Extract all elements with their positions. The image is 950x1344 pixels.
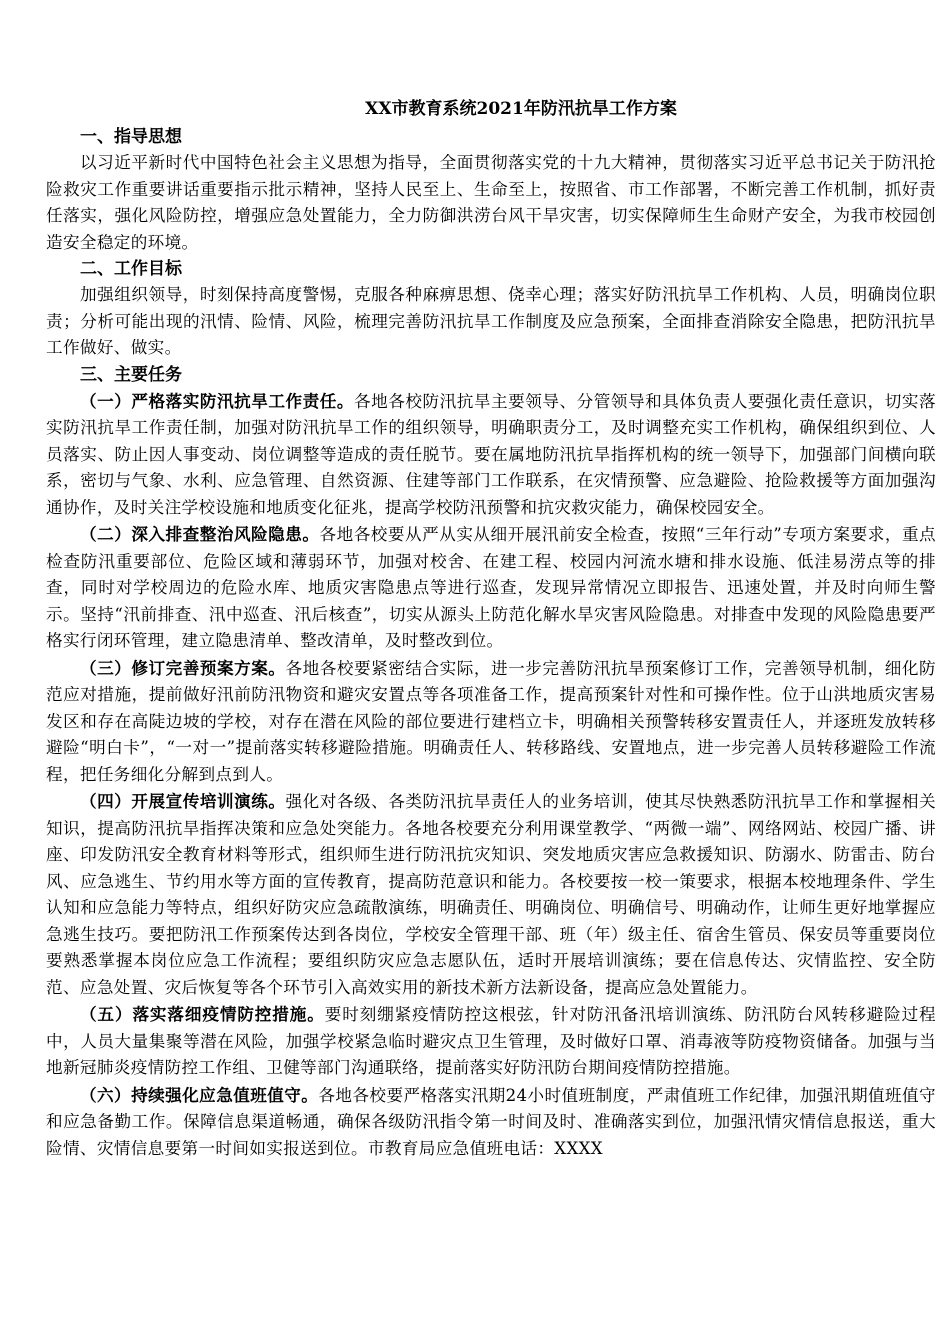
document-page: [46, 96, 936, 1162]
task-lead-5: （五）落实落细疫情防控措施。: [80, 1004, 325, 1024]
task-text-6: 各地各校要严格落实汛期24小时值班制度，严肃值班工作纪律，加强汛期值班值守和应急备勤工作。保障信息渠道畅通，确保各级防汛指令第一时间及时、准确落实到位，加强汛情灾情信息报送，重大险情、灾情信息要第一时间如实报送到位。市教育局应急值班电话：XXXX: [46, 1085, 936, 1158]
task-lead-6: （六）持续强化应急值班值守。: [80, 1084, 319, 1105]
section-heading-main-tasks: 三、主要任务: [80, 364, 182, 385]
paragraph-guiding-ideology: [46, 150, 936, 256]
task-paragraph-2: [46, 521, 936, 655]
task-paragraph-1: [46, 388, 936, 522]
task-text-3: 各地各校要紧密结合实际，进一步完善防汛抗旱预案修订工作，完善领导机制，细化防范应对措施，提前做好汛前防汛物资和避灾安置点等各项准备工作，提高预案针对性和可操作性。位于山洪地质灾害易发区和存在高陡边坡的学校，对存在潜在风险的部位要进行建档立卡，明确相关预警转移安置责任人，并逐班发放转移避险“明白卡”，“一对一”提前落实转移避险措施。明确责任人、转移路线、安置地点，进一步完善人员转移避险工作流程，把任务细化分解到点到人。: [46, 658, 936, 784]
task-lead-4: （四）开展宣传培训演练。: [80, 791, 286, 811]
document-title: XX市教育系统2021年防汛抗旱工作方案: [365, 99, 677, 119]
task-lead-1: （一）严格落实防汛抗旱工作责任。: [80, 390, 354, 411]
task-text-2: 各地各校要从严从实从细开展汛前安全检查，按照“三年行动”专项方案要求，重点检查防汛重要部位、危险区域和薄弱环节，加强对校舍、在建工程、校园内河流水塘和排水设施、低洼易涝点等的排查，同时对学校周边的危险水库、地质灾害隐患点等进行巡查，发现异常情况立即报告、迅速处置，并及时向师生警示。坚持“汛前排查、汛中巡查、汛后核查”，切实从源头上防范化解水旱灾害风险隐患。对排查中发现的风险隐患要严格实行闭环管理，建立隐患清单、整改清单，及时整改到位。: [46, 525, 936, 650]
task-paragraph-4: [46, 788, 936, 1001]
task-text-4: 强化对各级、各类防汛抗旱责任人的业务培训，使其尽快熟悉防汛抗旱工作和掌握相关知识，提高防汛抗旱指挥决策和应急处突能力。各地各校要充分利用课堂教学、“两微一端”、网络网站、校园广播、讲座、印发防汛安全教育材料等形式，组织师生进行防汛抗灾知识、突发地质灾害应急救援知识、防溺水、防雷击、防台风、应急逃生、节约用水等方面的宣传教育，提高防范意识和能力。各校要按一校一策要求，根据本校地理条件、学生认知和应急能力等特点，组织好防灾应急疏散演练，明确责任、明确岗位、明确信号、明确动作，让师生更好地掌握应急逃生技巧。要把防汛工作预案传达到各岗位，学校安全管理干部、班（年）级主任、宿舍生管员、保安员等重要岗位要熟悉掌握本岗位应急工作流程；要组织防灾应急志愿队伍，适时开展培训演练；要在信息传达、灾情监控、安全防范、应急处置、灾后恢复等各个环节引入高效实用的新技术新方法新设备，提高应急处置能力。: [46, 792, 936, 997]
task-lead-3: （三）修订完善预案方案。: [80, 657, 286, 678]
paragraph-text: 加强组织领导，时刻保持高度警惕，克服各种麻痹思想、侥幸心理；落实好防汛抗旱工作机构、人员，明确岗位职责；分析可能出现的汛情、险情、风险，梳理完善防汛抗旱工作制度及应急预案，全面排查消除安全隐患，把防汛抗旱工作做好、做实。: [46, 285, 936, 357]
task-text-5: 要时刻绷紧疫情防控这根弦，针对防汛备汛培训演练、防汛防台风转移避险过程中，人员大量集聚等潜在风险，加强学校紧急临时避灾点卫生管理，及时做好口罩、消毒液等防疫物资储备。加强与当地新冠肺炎疫情防控工作组、卫健等部门沟通联络，提前落实好防汛防台期间疫情防控措施。: [46, 1005, 937, 1077]
paragraph-work-goals: [46, 282, 936, 362]
task-text-1: 各地各校防汛抗旱主要领导、分管领导和具体负责人要强化责任意识，切实落实防汛抗旱工作责任制，加强对防汛抗旱工作的组织领导，明确职责分工，及时调整充实工作机构，确保组织到位、人员落实、防止因人事变动、岗位调整等造成的责任脱节。要在属地防汛抗旱指挥机构的统一领导下，加强部门间横向联系，密切与气象、水利、应急管理、自然资源、住建等部门工作联系，在灾情预警、应急避险、抢险救援等方面加强沟通协作，及时关注学校设施和地质变化征兆，提高学校防汛预警和抗灾救灾能力，确保校园安全。: [46, 391, 936, 517]
task-paragraph-5: [46, 1001, 936, 1082]
task-lead-2: （二）深入排查整治风险隐患。: [80, 524, 320, 544]
paragraph-text: 以习近平新时代中国特色社会主义思想为指导，全面贯彻落实党的十九大精神，贯彻落实习近平总书记关于防汛抢险救灾工作重要讲话重要指示批示精神，坚持人民至上、生命至上，按照省、市工作部署，不断完善工作机制，抓好责任落实，强化风险防控，增强应急处置能力，全力防御洪涝台风干旱灾害，切实保障师生生命财产安全，为我市校园创造安全稳定的环境。: [46, 153, 936, 252]
task-paragraph-3: [46, 655, 936, 789]
section-heading-guiding-ideology: 一、指导思想: [80, 127, 182, 147]
section-heading-work-goals: 二、工作目标: [80, 259, 182, 279]
task-paragraph-6: [46, 1082, 936, 1163]
